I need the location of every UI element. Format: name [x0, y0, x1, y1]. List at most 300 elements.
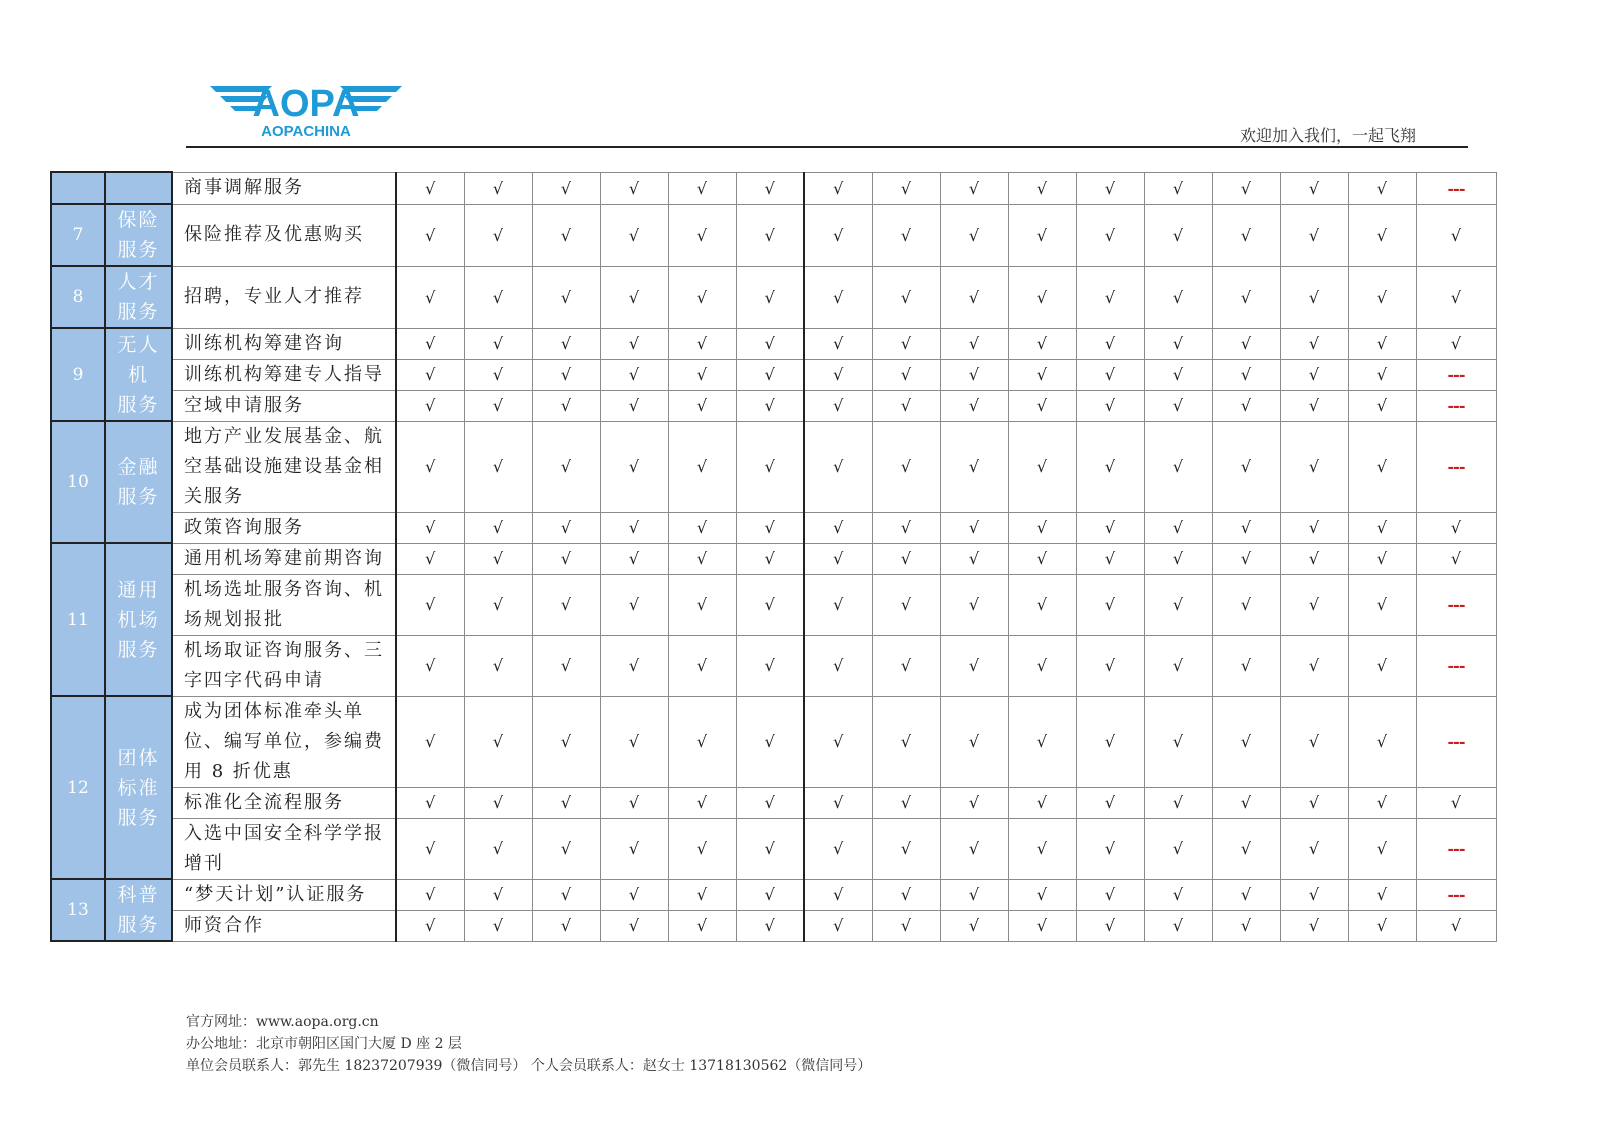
service-item: 训练机构筹建咨询	[172, 328, 396, 359]
check-mark-icon: √	[1416, 512, 1496, 543]
section-number: 8	[51, 266, 105, 328]
check-mark-icon: √	[1076, 696, 1144, 787]
check-mark-icon: √	[804, 328, 872, 359]
check-mark-icon: √	[1348, 266, 1416, 328]
check-mark-icon: √	[1212, 818, 1280, 879]
check-mark-icon: √	[532, 172, 600, 204]
check-mark-icon: √	[396, 787, 464, 818]
check-mark-icon: √	[1348, 910, 1416, 941]
not-included-dash: ---	[1416, 635, 1496, 696]
check-mark-icon: √	[804, 512, 872, 543]
section-category	[105, 204, 172, 266]
check-mark-icon: √	[872, 204, 940, 266]
check-mark-icon: √	[668, 787, 736, 818]
check-mark-icon: √	[1348, 421, 1416, 512]
check-mark-icon: √	[668, 696, 736, 787]
check-mark-icon: √	[464, 879, 532, 910]
check-mark-icon: √	[396, 172, 464, 204]
check-mark-icon: √	[396, 512, 464, 543]
check-mark-icon: √	[1076, 787, 1144, 818]
check-mark-icon: √	[532, 818, 600, 879]
check-mark-icon: √	[600, 204, 668, 266]
check-mark-icon: √	[1144, 359, 1212, 390]
section-number: 12	[51, 696, 105, 879]
check-mark-icon: √	[1144, 574, 1212, 635]
service-item: “梦天计划”认证服务	[172, 879, 396, 910]
check-mark-icon: √	[600, 574, 668, 635]
check-mark-icon: √	[1280, 543, 1348, 574]
check-mark-icon: √	[736, 879, 804, 910]
check-mark-icon: √	[804, 787, 872, 818]
check-mark-icon: √	[872, 635, 940, 696]
section-category	[105, 879, 172, 941]
check-mark-icon: √	[532, 390, 600, 421]
check-mark-icon: √	[1076, 818, 1144, 879]
check-mark-icon: √	[1212, 328, 1280, 359]
check-mark-icon: √	[1144, 204, 1212, 266]
check-mark-icon: √	[464, 574, 532, 635]
check-mark-icon: √	[1008, 818, 1076, 879]
check-mark-icon: √	[1076, 328, 1144, 359]
check-mark-icon: √	[464, 266, 532, 328]
check-mark-icon: √	[1076, 512, 1144, 543]
check-mark-icon: √	[940, 204, 1008, 266]
check-mark-icon: √	[1280, 421, 1348, 512]
check-mark-icon: √	[1076, 574, 1144, 635]
service-item: 标准化全流程服务	[172, 787, 396, 818]
check-mark-icon: √	[1280, 390, 1348, 421]
check-mark-icon: √	[872, 266, 940, 328]
header-tagline: 欢迎加入我们，一起飞翔	[1240, 126, 1417, 145]
check-mark-icon: √	[872, 390, 940, 421]
check-mark-icon: √	[396, 910, 464, 941]
check-mark-icon: √	[396, 390, 464, 421]
table-row	[51, 787, 1496, 818]
check-mark-icon: √	[1348, 512, 1416, 543]
footer-address: 办公地址：北京市朝阳区国门大厦 D 座 2 层	[186, 1036, 462, 1052]
aopa-logo	[208, 80, 404, 142]
check-mark-icon: √	[668, 172, 736, 204]
check-mark-icon: √	[1144, 266, 1212, 328]
logo-main-text: AOPA	[252, 83, 360, 125]
check-mark-icon: √	[668, 328, 736, 359]
check-mark-icon: √	[1212, 204, 1280, 266]
check-mark-icon: √	[872, 574, 940, 635]
check-mark-icon: √	[1008, 512, 1076, 543]
check-mark-icon: √	[940, 512, 1008, 543]
table-row	[51, 818, 1496, 879]
check-mark-icon: √	[600, 696, 668, 787]
check-mark-icon: √	[940, 787, 1008, 818]
check-mark-icon: √	[464, 390, 532, 421]
check-mark-icon: √	[1416, 910, 1496, 941]
table-row	[51, 328, 1496, 359]
check-mark-icon: √	[1008, 635, 1076, 696]
service-item: 商事调解服务	[172, 172, 396, 204]
check-mark-icon: √	[532, 787, 600, 818]
check-mark-icon: √	[1280, 574, 1348, 635]
check-mark-icon: √	[396, 266, 464, 328]
check-mark-icon: √	[1008, 328, 1076, 359]
check-mark-icon: √	[396, 879, 464, 910]
table-row	[51, 696, 1496, 787]
check-mark-icon: √	[600, 390, 668, 421]
check-mark-icon: √	[872, 512, 940, 543]
check-mark-icon: √	[804, 910, 872, 941]
check-mark-icon: √	[532, 696, 600, 787]
service-item: 政策咨询服务	[172, 512, 396, 543]
section-number: 7	[51, 204, 105, 266]
check-mark-icon: √	[1076, 390, 1144, 421]
check-mark-icon: √	[940, 421, 1008, 512]
check-mark-icon: √	[464, 696, 532, 787]
check-mark-icon: √	[804, 879, 872, 910]
service-item: 训练机构筹建专人指导	[172, 359, 396, 390]
check-mark-icon: √	[872, 421, 940, 512]
table-row	[51, 359, 1496, 390]
check-mark-icon: √	[1348, 328, 1416, 359]
table-row	[51, 879, 1496, 910]
check-mark-icon: √	[1144, 512, 1212, 543]
check-mark-icon: √	[668, 421, 736, 512]
section-number: 13	[51, 879, 105, 941]
check-mark-icon: √	[1348, 204, 1416, 266]
check-mark-icon: √	[1008, 879, 1076, 910]
not-included-dash: ---	[1416, 696, 1496, 787]
check-mark-icon: √	[668, 512, 736, 543]
section-category-label: 金融 服务	[117, 456, 160, 508]
section-number: 9	[51, 328, 105, 421]
check-mark-icon: √	[668, 359, 736, 390]
check-mark-icon: √	[1144, 879, 1212, 910]
check-mark-icon: √	[1008, 696, 1076, 787]
check-mark-icon: √	[1212, 879, 1280, 910]
check-mark-icon: √	[736, 635, 804, 696]
check-mark-icon: √	[1212, 512, 1280, 543]
check-mark-icon: √	[532, 910, 600, 941]
check-mark-icon: √	[1212, 787, 1280, 818]
check-mark-icon: √	[668, 390, 736, 421]
not-included-dash: ---	[1416, 359, 1496, 390]
section-category-label: 团体 标准 服务	[117, 746, 160, 829]
check-mark-icon: √	[600, 543, 668, 574]
check-mark-icon: √	[1280, 512, 1348, 543]
check-mark-icon: √	[1280, 910, 1348, 941]
table-row	[51, 390, 1496, 421]
check-mark-icon: √	[1144, 172, 1212, 204]
check-mark-icon: √	[464, 172, 532, 204]
check-mark-icon: √	[872, 172, 940, 204]
check-mark-icon: √	[1144, 328, 1212, 359]
check-mark-icon: √	[600, 266, 668, 328]
check-mark-icon: √	[668, 879, 736, 910]
check-mark-icon: √	[464, 204, 532, 266]
section-category	[105, 543, 172, 696]
section-category-label: 人才 服务	[117, 271, 160, 323]
check-mark-icon: √	[1212, 574, 1280, 635]
not-included-dash: ---	[1416, 390, 1496, 421]
service-item: 机场取证咨询服务、三字四字代码申请	[172, 635, 396, 696]
check-mark-icon: √	[1144, 910, 1212, 941]
check-mark-icon: √	[736, 787, 804, 818]
check-mark-icon: √	[1348, 787, 1416, 818]
check-mark-icon: √	[1348, 390, 1416, 421]
check-mark-icon: √	[736, 390, 804, 421]
check-mark-icon: √	[872, 910, 940, 941]
check-mark-icon: √	[736, 421, 804, 512]
check-mark-icon: √	[804, 543, 872, 574]
check-mark-icon: √	[1076, 172, 1144, 204]
check-mark-icon: √	[396, 574, 464, 635]
check-mark-icon: √	[532, 635, 600, 696]
check-mark-icon: √	[1008, 910, 1076, 941]
check-mark-icon: √	[804, 574, 872, 635]
check-mark-icon: √	[940, 696, 1008, 787]
not-included-dash: ---	[1416, 574, 1496, 635]
check-mark-icon: √	[872, 879, 940, 910]
check-mark-icon: √	[1280, 818, 1348, 879]
check-mark-icon: √	[804, 421, 872, 512]
check-mark-icon: √	[736, 696, 804, 787]
check-mark-icon: √	[668, 818, 736, 879]
member-services-table	[50, 171, 1497, 942]
check-mark-icon: √	[396, 818, 464, 879]
check-mark-icon: √	[1008, 574, 1076, 635]
check-mark-icon: √	[940, 543, 1008, 574]
check-mark-icon: √	[1280, 359, 1348, 390]
check-mark-icon: √	[532, 879, 600, 910]
check-mark-icon: √	[1348, 879, 1416, 910]
check-mark-icon: √	[396, 635, 464, 696]
check-mark-icon: √	[532, 359, 600, 390]
check-mark-icon: √	[1008, 390, 1076, 421]
header-divider	[186, 146, 1468, 148]
section-number	[51, 172, 105, 204]
check-mark-icon: √	[1076, 421, 1144, 512]
check-mark-icon: √	[940, 818, 1008, 879]
check-mark-icon: √	[532, 543, 600, 574]
check-mark-icon: √	[396, 543, 464, 574]
check-mark-icon: √	[668, 266, 736, 328]
check-mark-icon: √	[1280, 696, 1348, 787]
check-mark-icon: √	[872, 818, 940, 879]
check-mark-icon: √	[1076, 635, 1144, 696]
table-row	[51, 421, 1496, 512]
footer-website: 官方网址：www.aopa.org.cn	[186, 1014, 379, 1030]
check-mark-icon: √	[600, 910, 668, 941]
check-mark-icon: √	[1212, 543, 1280, 574]
check-mark-icon: √	[1416, 204, 1496, 266]
check-mark-icon: √	[940, 266, 1008, 328]
check-mark-icon: √	[1144, 696, 1212, 787]
check-mark-icon: √	[940, 328, 1008, 359]
check-mark-icon: √	[1416, 328, 1496, 359]
check-mark-icon: √	[1280, 266, 1348, 328]
check-mark-icon: √	[532, 328, 600, 359]
table-row	[51, 910, 1496, 941]
check-mark-icon: √	[940, 910, 1008, 941]
service-item: 师资合作	[172, 910, 396, 941]
not-included-dash: ---	[1416, 421, 1496, 512]
check-mark-icon: √	[1144, 787, 1212, 818]
check-mark-icon: √	[872, 543, 940, 574]
check-mark-icon: √	[600, 421, 668, 512]
service-item: 入选中国安全科学学报增刊	[172, 818, 396, 879]
section-category-label: 科普 服务	[117, 884, 160, 936]
check-mark-icon: √	[1076, 879, 1144, 910]
service-item: 地方产业发展基金、航空基础设施建设基金相关服务	[172, 421, 396, 512]
service-item: 通用机场筹建前期咨询	[172, 543, 396, 574]
check-mark-icon: √	[872, 696, 940, 787]
check-mark-icon: √	[464, 359, 532, 390]
table-row	[51, 266, 1496, 328]
check-mark-icon: √	[872, 328, 940, 359]
check-mark-icon: √	[668, 543, 736, 574]
table-row	[51, 574, 1496, 635]
check-mark-icon: √	[736, 328, 804, 359]
check-mark-icon: √	[736, 359, 804, 390]
check-mark-icon: √	[1008, 543, 1076, 574]
check-mark-icon: √	[464, 910, 532, 941]
section-category-label: 保险 服务	[117, 209, 160, 261]
check-mark-icon: √	[1416, 787, 1496, 818]
check-mark-icon: √	[1144, 635, 1212, 696]
check-mark-icon: √	[804, 204, 872, 266]
check-mark-icon: √	[940, 390, 1008, 421]
check-mark-icon: √	[600, 787, 668, 818]
check-mark-icon: √	[804, 818, 872, 879]
check-mark-icon: √	[464, 328, 532, 359]
check-mark-icon: √	[1416, 266, 1496, 328]
check-mark-icon: √	[1280, 172, 1348, 204]
check-mark-icon: √	[1008, 787, 1076, 818]
check-mark-icon: √	[1212, 635, 1280, 696]
check-mark-icon: √	[736, 818, 804, 879]
logo-sub-text: AOPACHINA	[261, 123, 351, 140]
check-mark-icon: √	[1280, 787, 1348, 818]
check-mark-icon: √	[396, 204, 464, 266]
check-mark-icon: √	[1280, 879, 1348, 910]
section-category	[105, 266, 172, 328]
check-mark-icon: √	[1144, 818, 1212, 879]
section-category-label: 通用 机场 服务	[117, 578, 160, 661]
check-mark-icon: √	[600, 879, 668, 910]
check-mark-icon: √	[1212, 359, 1280, 390]
check-mark-icon: √	[1144, 543, 1212, 574]
service-item: 保险推荐及优惠购买	[172, 204, 396, 266]
service-item: 机场选址服务咨询、机场规划报批	[172, 574, 396, 635]
table-row	[51, 172, 1496, 204]
table-row	[51, 543, 1496, 574]
check-mark-icon: √	[1076, 910, 1144, 941]
section-category	[105, 696, 172, 879]
service-item: 空域申请服务	[172, 390, 396, 421]
aopa-wings-logo-icon	[208, 80, 404, 142]
check-mark-icon: √	[804, 635, 872, 696]
check-mark-icon: √	[1280, 635, 1348, 696]
check-mark-icon: √	[1008, 204, 1076, 266]
not-included-dash: ---	[1416, 172, 1496, 204]
check-mark-icon: √	[1212, 390, 1280, 421]
check-mark-icon: √	[736, 512, 804, 543]
check-mark-icon: √	[668, 574, 736, 635]
check-mark-icon: √	[396, 696, 464, 787]
table-row	[51, 204, 1496, 266]
service-item: 成为团体标准牵头单位、编写单位，参编费用 8 折优惠	[172, 696, 396, 787]
not-included-dash: ---	[1416, 879, 1496, 910]
check-mark-icon: √	[736, 172, 804, 204]
check-mark-icon: √	[464, 543, 532, 574]
check-mark-icon: √	[532, 204, 600, 266]
check-mark-icon: √	[1348, 172, 1416, 204]
check-mark-icon: √	[1280, 328, 1348, 359]
services-table-body	[51, 172, 1496, 941]
check-mark-icon: √	[736, 204, 804, 266]
check-mark-icon: √	[1212, 421, 1280, 512]
check-mark-icon: √	[872, 359, 940, 390]
check-mark-icon: √	[464, 818, 532, 879]
check-mark-icon: √	[1348, 359, 1416, 390]
check-mark-icon: √	[600, 359, 668, 390]
check-mark-icon: √	[1212, 172, 1280, 204]
check-mark-icon: √	[600, 818, 668, 879]
check-mark-icon: √	[1212, 910, 1280, 941]
check-mark-icon: √	[532, 574, 600, 635]
footer-contact	[186, 1011, 871, 1077]
check-mark-icon: √	[1076, 543, 1144, 574]
check-mark-icon: √	[940, 879, 1008, 910]
table-row	[51, 512, 1496, 543]
check-mark-icon: √	[1144, 421, 1212, 512]
section-category	[105, 328, 172, 421]
check-mark-icon: √	[1076, 266, 1144, 328]
check-mark-icon: √	[1348, 574, 1416, 635]
check-mark-icon: √	[804, 266, 872, 328]
check-mark-icon: √	[532, 512, 600, 543]
check-mark-icon: √	[804, 390, 872, 421]
check-mark-icon: √	[940, 635, 1008, 696]
section-number: 11	[51, 543, 105, 696]
check-mark-icon: √	[804, 359, 872, 390]
check-mark-icon: √	[396, 359, 464, 390]
check-mark-icon: √	[668, 910, 736, 941]
check-mark-icon: √	[1212, 266, 1280, 328]
check-mark-icon: √	[464, 512, 532, 543]
check-mark-icon: √	[600, 635, 668, 696]
check-mark-icon: √	[940, 574, 1008, 635]
check-mark-icon: √	[804, 696, 872, 787]
check-mark-icon: √	[1008, 359, 1076, 390]
check-mark-icon: √	[736, 266, 804, 328]
footer-contacts: 单位会员联系人：郭先生 18237207939（微信同号） 个人会员联系人：赵女士 13718130562（微信同号）	[186, 1058, 872, 1074]
check-mark-icon: √	[940, 359, 1008, 390]
not-included-dash: ---	[1416, 818, 1496, 879]
check-mark-icon: √	[464, 787, 532, 818]
check-mark-icon: √	[1348, 543, 1416, 574]
check-mark-icon: √	[1076, 359, 1144, 390]
check-mark-icon: √	[1348, 696, 1416, 787]
check-mark-icon: √	[736, 574, 804, 635]
check-mark-icon: √	[1416, 543, 1496, 574]
check-mark-icon: √	[396, 328, 464, 359]
check-mark-icon: √	[532, 421, 600, 512]
check-mark-icon: √	[1348, 818, 1416, 879]
check-mark-icon: √	[1348, 635, 1416, 696]
check-mark-icon: √	[1008, 172, 1076, 204]
check-mark-icon: √	[600, 328, 668, 359]
section-category-label: 无人 机 服务	[117, 333, 160, 416]
check-mark-icon: √	[1144, 390, 1212, 421]
